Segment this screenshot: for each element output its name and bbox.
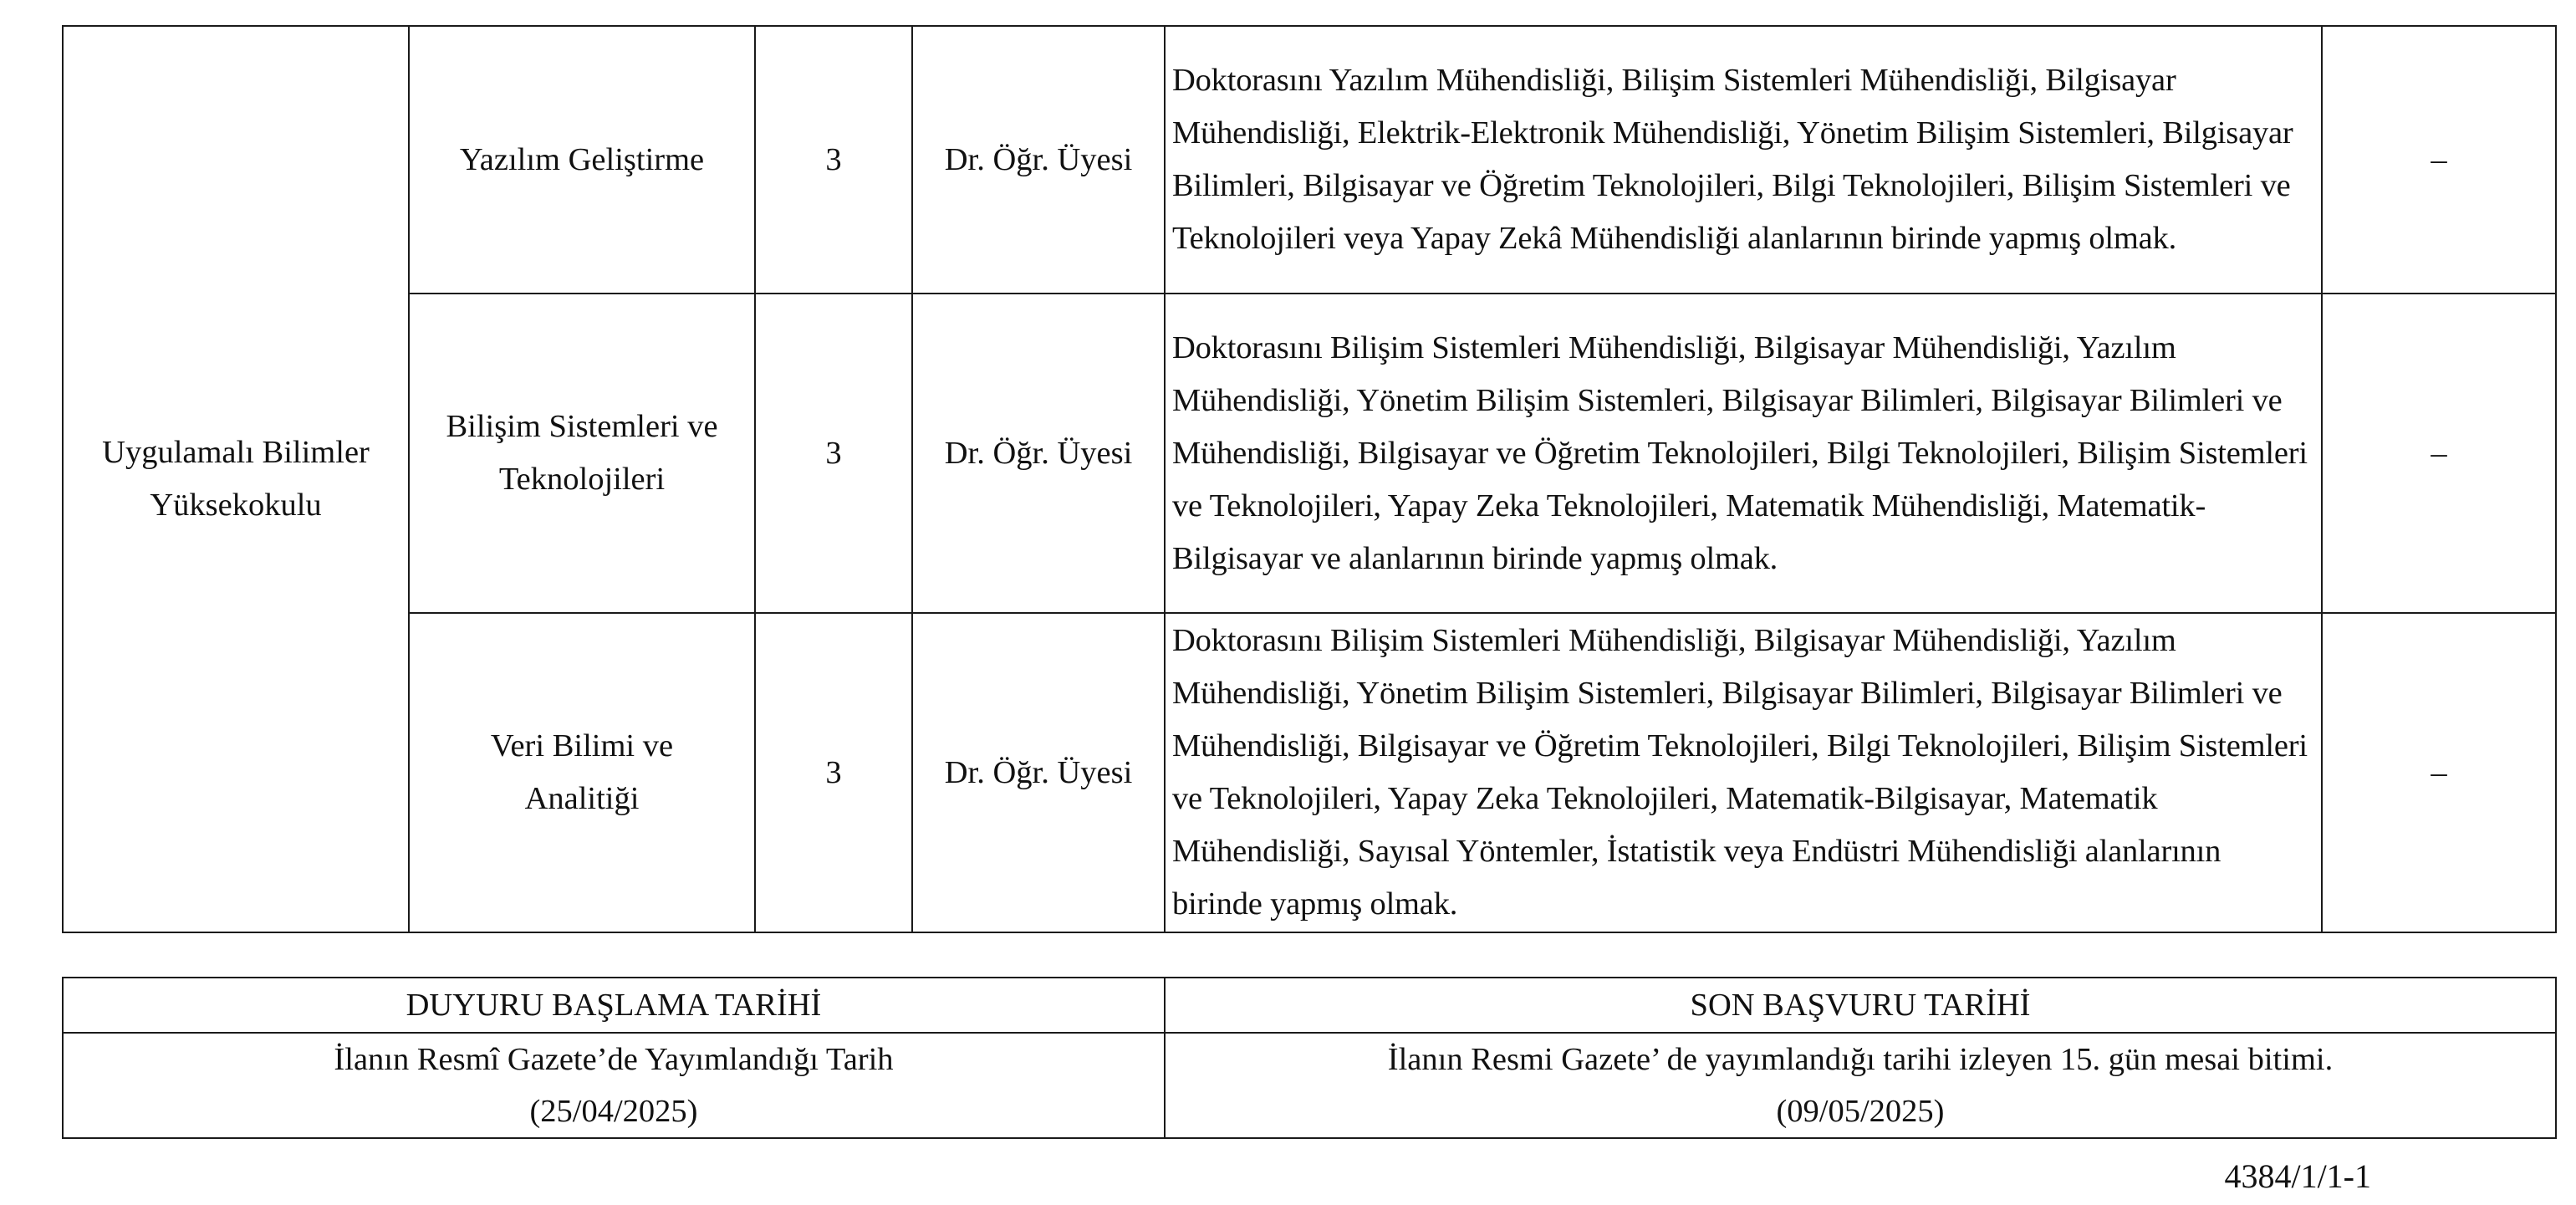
- positions-table: [62, 25, 2557, 933]
- end-date-header: SON BAŞVURU TARİHİ: [1165, 978, 2556, 1033]
- program-cell: Yazılım Geliştirme: [409, 26, 755, 294]
- reference-number: 4384/1/1-1: [2224, 1157, 2371, 1195]
- requirement-cell: Doktorasını Yazılım Mühendisliği, Bilişim Sistemleri Mühendisliği, Bilgisayar Mühendisliği, Elektrik-Elektronik Mühendisliği, Yönetim Bilişim Sistemleri, Bilgisayar Bilimleri, Bilgisayar ve Öğretim Teknolojileri, Bilgi Teknolojileri, Bilişim Sistemleri ve Teknolojileri veya Yapay Zekâ Mühendisliği alanlarının birinde yapmış olmak.: [1165, 26, 2322, 294]
- note-cell: –: [2322, 294, 2556, 613]
- table-row: [63, 294, 2556, 613]
- program-cell: Bilişim Sistemleri ve Teknolojileri: [409, 294, 755, 613]
- title-cell: Dr. Öğr. Üyesi: [912, 294, 1165, 613]
- dates-value-row: [63, 1033, 2556, 1138]
- count-cell: 3: [755, 26, 912, 294]
- program-cell: Veri Bilimi ve Analitiği: [409, 613, 755, 932]
- table-row: [63, 26, 2556, 294]
- unit-cell: Uygulamalı Bilimler Yüksekokulu: [63, 26, 409, 932]
- count-cell: 3: [755, 294, 912, 613]
- start-date-text: İlanın Resmî Gazete’de Yayımlandığı Tarih: [334, 1042, 894, 1077]
- note-cell: –: [2322, 26, 2556, 294]
- dates-table: [62, 977, 2557, 1139]
- title-cell: Dr. Öğr. Üyesi: [912, 613, 1165, 932]
- title-cell: Dr. Öğr. Üyesi: [912, 26, 1165, 294]
- count-cell: 3: [755, 613, 912, 932]
- end-date-text: İlanın Resmi Gazete’ de yayımlandığı tarihi izleyen 15. gün mesai bitimi.: [1387, 1042, 2334, 1077]
- dates-header-row: [63, 978, 2556, 1033]
- start-date-header: DUYURU BAŞLAMA TARİHİ: [63, 978, 1165, 1033]
- requirement-cell: Doktorasını Bilişim Sistemleri Mühendisliği, Bilgisayar Mühendisliği, Yazılım Mühendisliği, Yönetim Bilişim Sistemleri, Bilgisayar Bilimleri, Bilgisayar Bilimleri ve Mühendisliği, Bilgisayar ve Öğretim Teknolojileri, Bilgi Teknolojileri, Bilişim Sistemleri ve Teknolojileri, Yapay Zeka Teknolojileri, Matematik-Bilgisayar, Matematik Mühendisliği, Sayısal Yöntemler, İstatistik veya Endüstri Mühendisliği alanlarının birinde yapmış olmak.: [1165, 613, 2322, 932]
- end-date-cell: [1165, 1033, 2556, 1138]
- table-row: [63, 613, 2556, 932]
- start-date-cell: [63, 1033, 1165, 1138]
- end-date-value: (09/05/2025): [1776, 1094, 1945, 1129]
- start-date-value: (25/04/2025): [529, 1094, 698, 1129]
- requirement-cell: Doktorasını Bilişim Sistemleri Mühendisliği, Bilgisayar Mühendisliği, Yazılım Mühendisliği, Yönetim Bilişim Sistemleri, Bilgisayar Bilimleri, Bilgisayar Bilimleri ve Mühendisliği, Bilgisayar ve Öğretim Teknolojileri, Bilgi Teknolojileri, Bilişim Sistemleri ve Teknolojileri, Yapay Zeka Teknolojileri, Matematik Mühendisliği, Matematik-Bilgisayar ve alanlarının birinde yapmış olmak.: [1165, 294, 2322, 613]
- note-cell: –: [2322, 613, 2556, 932]
